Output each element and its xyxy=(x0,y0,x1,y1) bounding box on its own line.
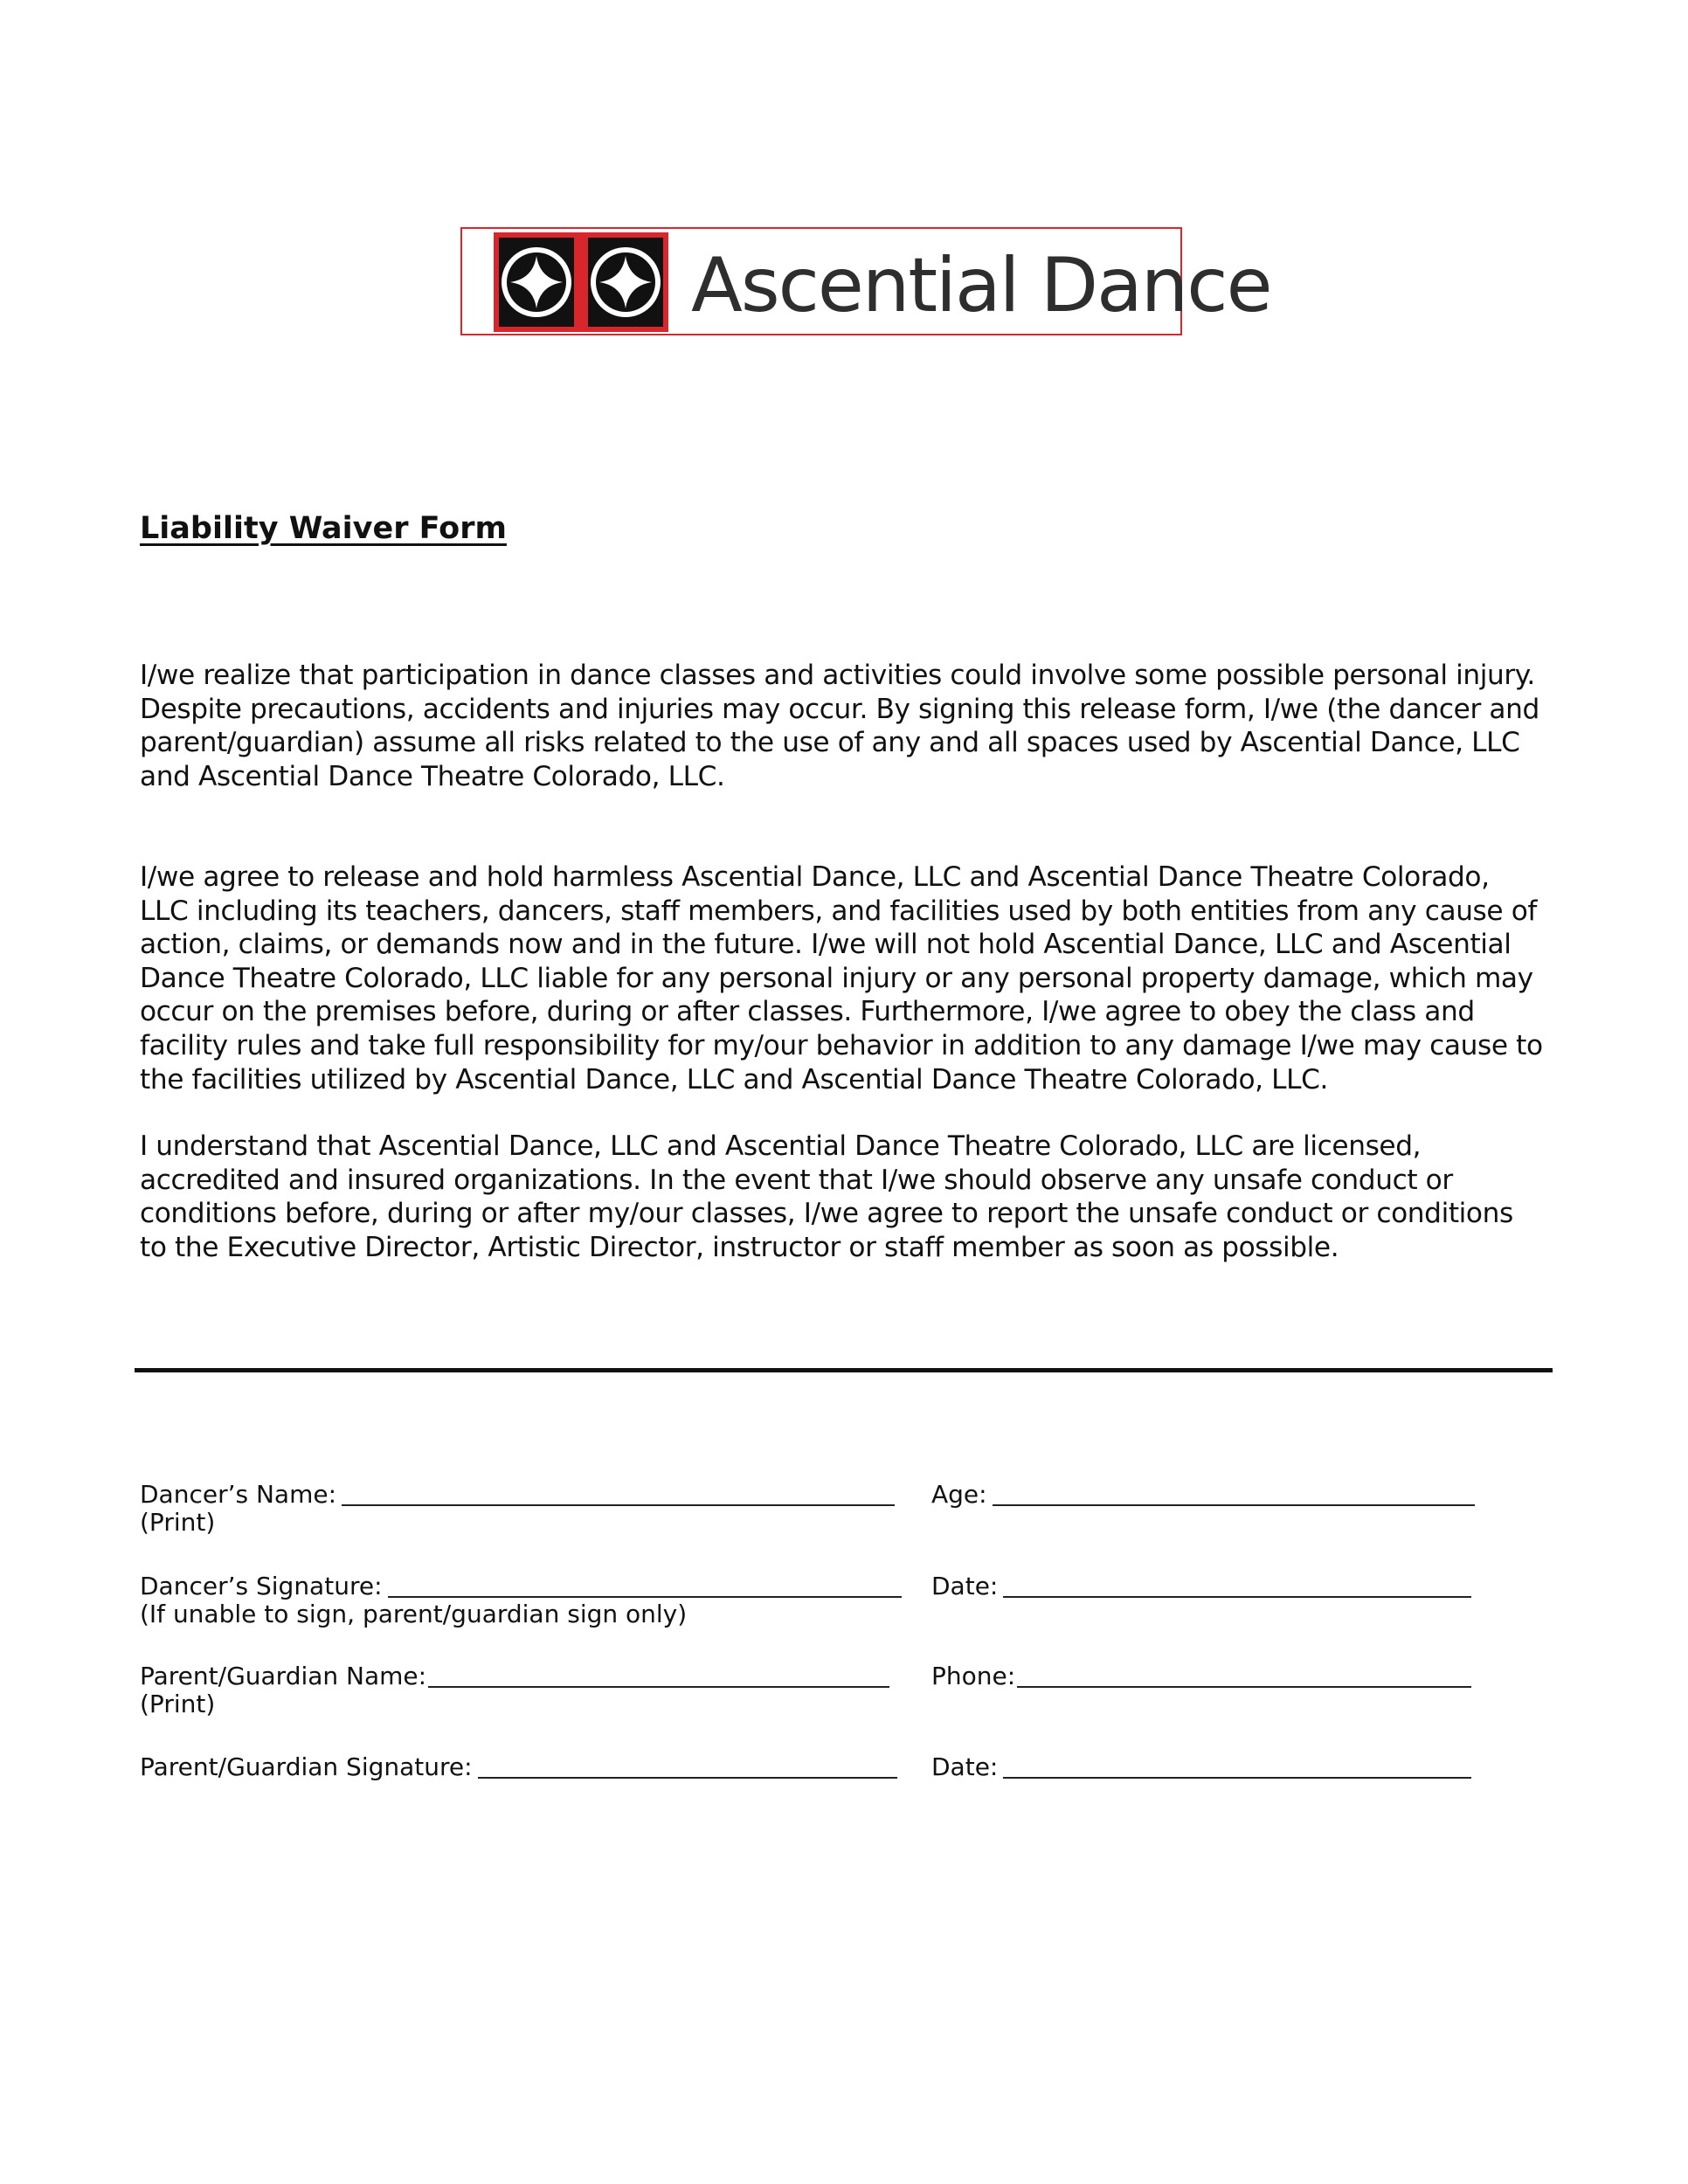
age-label: Age: xyxy=(931,1480,987,1509)
date-input-line[interactable] xyxy=(1003,1570,1471,1598)
date-label: Date: xyxy=(931,1752,999,1781)
paragraph-line: the facilities utilized by Ascential Dance, LLC and Ascential Dance Theatre Colorado, LLC. xyxy=(140,1063,1329,1095)
form-title: Liability Waiver Form xyxy=(140,511,507,546)
guardian-name-note: (Print) xyxy=(140,1690,216,1718)
paragraph-release-of-liability xyxy=(140,860,1555,1096)
paragraph-line: I/we agree to release and hold harmless Ascential Dance, LLC and Ascential Dance Theatre Colorado, xyxy=(140,861,1490,893)
paragraph-line: to the Executive Director, Artistic Director, instructor or staff member as soon as possible. xyxy=(140,1231,1339,1263)
paragraph-risk-acknowledgement xyxy=(140,659,1555,793)
dancer-signature-note: (If unable to sign, parent/guardian sign only) xyxy=(140,1600,688,1628)
paragraph-line: facility rules and take full responsibility for my/our behavior in addition to any damage I/we may cause to xyxy=(140,1029,1543,1061)
date-field-1[interactable] xyxy=(931,1570,1471,1601)
ascential-dance-logo-mark-icon xyxy=(494,232,668,332)
paragraph-line: Despite precautions, accidents and injuries may occur. By signing this release form, I/we (the dancer and xyxy=(140,693,1539,725)
paragraph-line: action, claims, or demands now and in the future. I/we will not hold Ascential Dance, LLC and Ascential xyxy=(140,929,1512,961)
company-logo xyxy=(460,227,1271,335)
dancer-name-input-line[interactable] xyxy=(342,1478,895,1506)
guardian-signature-field[interactable] xyxy=(140,1751,897,1782)
guardian-name-label: Parent/Guardian Name: xyxy=(140,1662,427,1690)
paragraph-reporting-obligation xyxy=(140,1130,1555,1264)
paragraph-line: Dance Theatre Colorado, LLC liable for any personal injury or any personal property damage, which may xyxy=(140,962,1533,994)
dancer-name-field[interactable] xyxy=(140,1478,895,1510)
phone-label: Phone: xyxy=(931,1662,1016,1690)
dancer-name-label: Dancer’s Name: xyxy=(140,1480,337,1509)
logo-wordmark: Ascential Dance xyxy=(691,242,1271,329)
paragraph-line: LLC including its teachers, dancers, staff members, and facilities used by both entities from any cause of xyxy=(140,895,1537,927)
dancer-signature-field[interactable] xyxy=(140,1570,902,1601)
paragraph-line: I/we realize that participation in dance classes and activities could involve some possible personal injury. xyxy=(140,660,1535,691)
guardian-name-field[interactable] xyxy=(140,1660,889,1691)
date-label: Date: xyxy=(931,1572,999,1600)
age-input-line[interactable] xyxy=(993,1478,1475,1506)
age-field[interactable] xyxy=(931,1478,1475,1510)
phone-field[interactable] xyxy=(931,1660,1471,1691)
dancer-signature-input-line[interactable] xyxy=(388,1570,902,1598)
dancer-name-note: (Print) xyxy=(140,1508,216,1537)
date-field-2[interactable] xyxy=(931,1751,1471,1782)
guardian-signature-input-line[interactable] xyxy=(478,1751,897,1779)
paragraph-line: I understand that Ascential Dance, LLC and Ascential Dance Theatre Colorado, LLC are licensed, xyxy=(140,1130,1422,1162)
paragraph-line: accredited and insured organizations. In the event that I/we should observe any unsafe conduct or xyxy=(140,1164,1453,1196)
paragraph-line: occur on the premises before, during or after classes. Furthermore, I/we agree to obey the class and xyxy=(140,996,1475,1028)
paragraph-line: conditions before, during or after my/our classes, I/we agree to report the unsafe conduct or conditions xyxy=(140,1198,1513,1230)
paragraph-line: parent/guardian) assume all risks related to the use of any and all spaces used by Ascential Dance, LLC xyxy=(140,727,1520,759)
paragraph-line: and Ascential Dance Theatre Colorado, LLC. xyxy=(140,760,725,792)
phone-input-line[interactable] xyxy=(1017,1660,1471,1688)
date-input-line[interactable] xyxy=(1003,1751,1471,1779)
guardian-signature-label: Parent/Guardian Signature: xyxy=(140,1752,473,1781)
dancer-signature-label: Dancer’s Signature: xyxy=(140,1572,383,1600)
section-divider xyxy=(135,1368,1553,1372)
guardian-name-input-line[interactable] xyxy=(428,1660,889,1688)
